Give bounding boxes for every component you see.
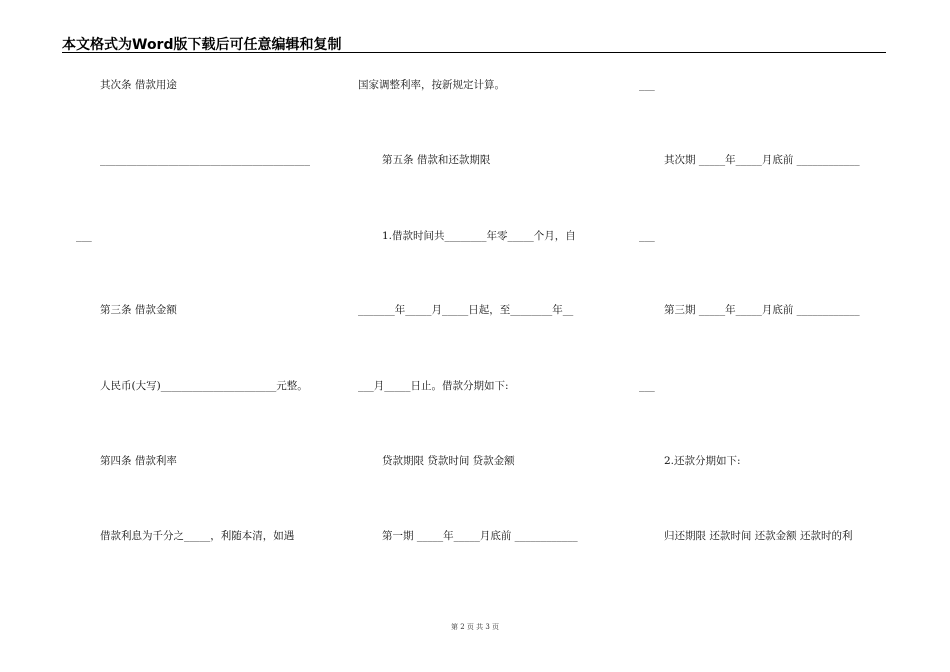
left-line-1: 其次条 借款用途: [100, 79, 177, 91]
header-divider: [62, 52, 886, 53]
middle-line-2: 第五条 借款和还款期限: [382, 154, 491, 166]
middle-line-7: 第一期 _____年_____月底前 ____________: [382, 530, 578, 542]
right-line-6: 2.还款分期如下:: [664, 455, 741, 467]
middle-line-6: 贷款期限 贷款时间 贷款金额: [382, 455, 515, 467]
right-line-3: ___: [639, 230, 655, 242]
right-line-1: ___: [639, 79, 655, 91]
page-number-footer: 第 2 页 共 3 页: [450, 623, 500, 631]
right-line-5: ___: [639, 380, 655, 392]
middle-line-3: 1.借款时间共________年零_____个月，自: [382, 230, 576, 242]
middle-line-5: ___月_____日止。借款分期如下:: [358, 380, 509, 392]
left-line-2: ________________________________________: [100, 154, 310, 166]
right-line-7: 归还期限 还款时间 还款金额 还款时的利: [664, 530, 853, 542]
middle-line-1: 国家调整利率，按新规定计算。: [358, 79, 505, 91]
left-line-7: 借款利息为千分之_____，利随本清，如遇: [100, 530, 295, 542]
middle-line-4: _______年_____月_____日起，至________年__: [358, 304, 574, 316]
right-line-2: 其次期 _____年_____月底前 ____________: [664, 154, 860, 166]
left-line-3: ___: [76, 230, 92, 242]
right-line-4: 第三期 _____年_____月底前 ____________: [664, 304, 860, 316]
left-line-4: 第三条 借款金额: [100, 304, 177, 316]
left-line-5: 人民币(大写)______________________元整。: [100, 380, 308, 392]
document-header-title: 本文格式为Word版下载后可任意编辑和复制: [62, 37, 342, 53]
left-line-6: 第四条 借款利率: [100, 455, 177, 467]
